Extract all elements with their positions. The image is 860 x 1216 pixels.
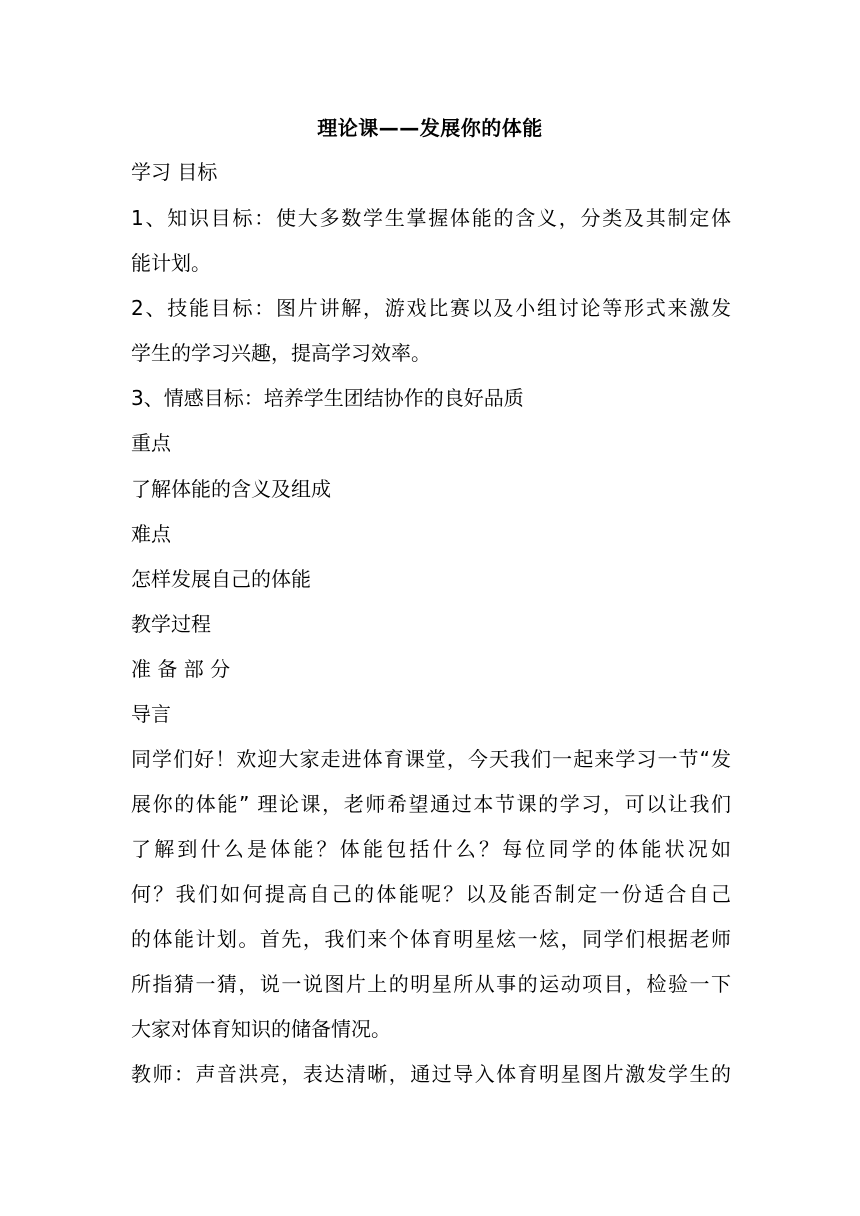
paragraph-line: 2、技能目标：图片讲解，游戏比赛以及小组讨论等形式来激发 bbox=[131, 296, 731, 320]
paragraph-line: 教师：声音洪亮，表达清晰，通过导入体育明星图片激发学生的 bbox=[131, 1062, 731, 1086]
section-heading-learning-goals: 学习 目标 bbox=[131, 160, 218, 184]
section-heading-difficulty: 难点 bbox=[131, 522, 171, 546]
section-heading-introduction: 导言 bbox=[131, 702, 171, 726]
paragraph-line: 的体能计划。首先，我们来个体育明星炫一炫，同学们根据老师 bbox=[131, 927, 731, 951]
paragraph-line: 学生的学习兴趣，提高学习效率。 bbox=[131, 341, 431, 365]
paragraph-line: 所指猜一猜，说一说图片上的明星所从事的运动项目，检验一下 bbox=[131, 972, 731, 996]
section-heading-teaching-process: 教学过程 bbox=[131, 612, 211, 636]
section-heading-preparation: 准 备 部 分 bbox=[131, 657, 231, 681]
paragraph-line: 同学们好！欢迎大家走进体育课堂，今天我们一起来学习一节“发 bbox=[131, 747, 731, 771]
paragraph-line: 怎样发展自己的体能 bbox=[131, 567, 311, 591]
paragraph-line: 何？我们如何提高自己的体能呢？以及能否制定一份适合自己 bbox=[131, 882, 731, 906]
paragraph-line: 能计划。 bbox=[131, 251, 211, 275]
paragraph-line: 展你的体能” 理论课，老师希望通过本节课的学习，可以让我们 bbox=[131, 792, 731, 816]
document-title: 理论课——发展你的体能 bbox=[317, 116, 543, 140]
paragraph-line: 了解到什么是体能？体能包括什么？每位同学的体能状况如 bbox=[131, 837, 731, 861]
paragraph-line: 3、情感目标：培养学生团结协作的良好品质 bbox=[131, 386, 524, 410]
paragraph-line: 了解体能的含义及组成 bbox=[131, 477, 331, 501]
paragraph-line: 1、知识目标：使大多数学生掌握体能的含义，分类及其制定体 bbox=[131, 206, 731, 230]
section-heading-key-point: 重点 bbox=[131, 431, 171, 455]
paragraph-line: 大家对体育知识的储备情况。 bbox=[131, 1017, 391, 1041]
